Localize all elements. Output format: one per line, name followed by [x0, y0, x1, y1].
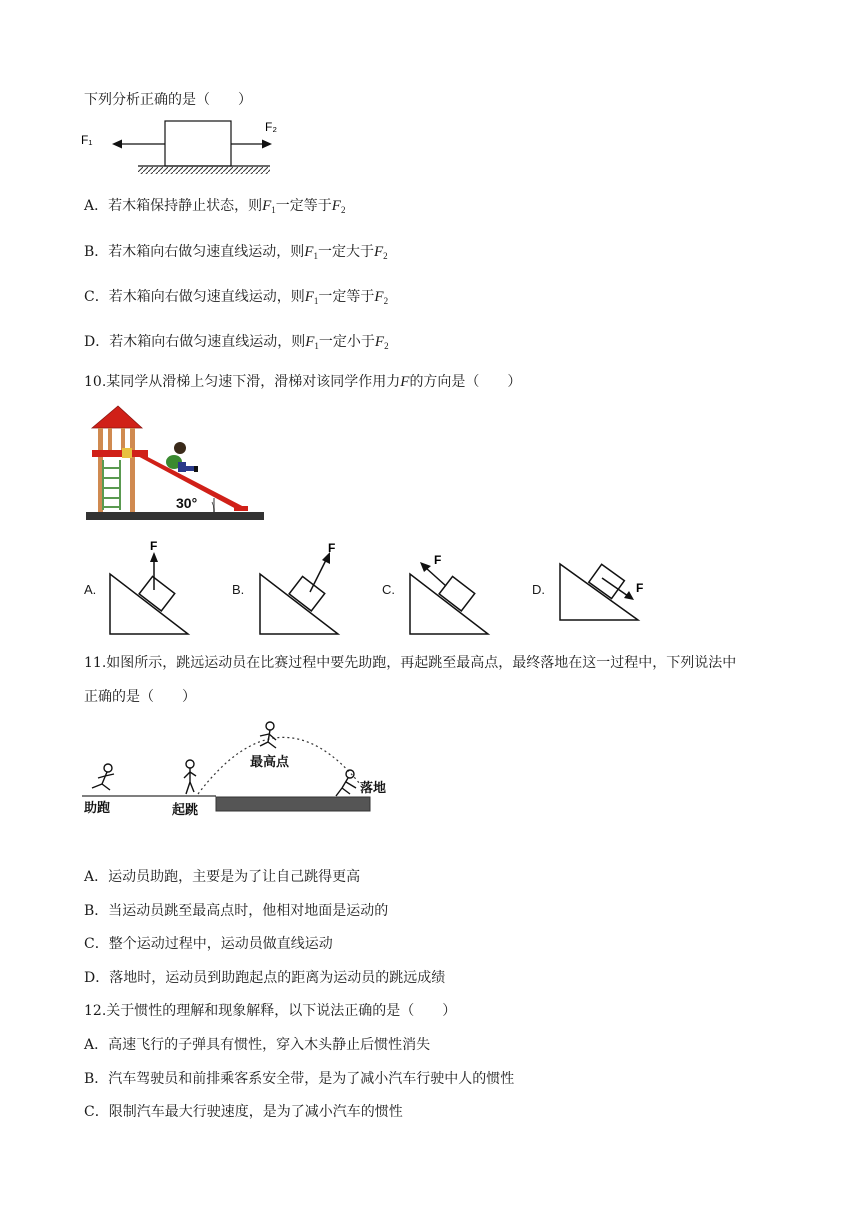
option-text: 一定小于: [318, 334, 375, 350]
q11-stem-line1: 11.如图所示，跳远运动员在比赛过程中要先助跑，再起跳至最高点，最终落地在这一过程中，下列说法中: [84, 655, 737, 671]
var-f2: $F_2$: [373, 244, 388, 261]
q10-stem: 10.某同学从滑梯上匀速下滑，滑梯对该同学作用力F的方向是（ ）: [84, 374, 522, 390]
option-letter: C．: [84, 289, 109, 305]
q11-option-b[interactable]: B．当运动员跳至最高点时，他相对地面是运动的: [84, 903, 389, 919]
q11-option-c[interactable]: C．整个运动过程中，运动员做直线运动: [84, 936, 333, 952]
q9-option-c[interactable]: [84, 288, 388, 310]
option-text: 若木箱向右做匀速直线运动，则: [108, 244, 305, 260]
q12-option-b[interactable]: B．汽车驾驶员和前排乘客系安全带，是为了减小汽车行驶中人的惯性: [84, 1071, 515, 1087]
var-f2: $F_2$: [374, 289, 389, 306]
q10-option-c-letter[interactable]: C.: [382, 582, 395, 597]
var-f1: $F_1$: [262, 198, 276, 215]
q10-option-d-letter[interactable]: D.: [532, 582, 545, 597]
f1-label: F₁: [81, 133, 93, 147]
option-letter: B．: [84, 244, 109, 260]
ground-bar: [86, 512, 264, 520]
takeoff-figure: [184, 760, 196, 794]
q12-option-c[interactable]: C．限制汽车最大行驶速度，是为了减小汽车的惯性: [84, 1104, 403, 1120]
q10-option-d-figure[interactable]: [554, 538, 654, 638]
force-label: F: [434, 553, 442, 567]
ground-hatch: [138, 167, 270, 174]
option-text: 若木箱向右做匀速直线运动，则: [109, 334, 306, 350]
q10-option-a-figure[interactable]: [104, 538, 194, 638]
option-text: 一定等于: [275, 198, 332, 214]
label-run: 助跑: [84, 800, 111, 815]
label-top: 最高点: [250, 754, 290, 769]
child-figure: [166, 442, 198, 472]
q9-option-d[interactable]: [84, 333, 389, 355]
label-land: 落地: [360, 780, 387, 795]
landing-figure: [336, 770, 356, 796]
option-text: 若木箱向右做匀速直线运动，则: [108, 289, 305, 305]
q12-option-a[interactable]: A．高速飞行的子弹具有惯性，穿入木头静止后惯性消失: [84, 1037, 431, 1053]
option-letter: D．: [84, 334, 110, 350]
q9-stem: 下列分析正确的是（ ）: [84, 92, 252, 108]
q10-option-b-letter[interactable]: B.: [232, 582, 245, 597]
force-label: F: [328, 541, 336, 555]
sand-pit: [216, 797, 370, 811]
angle-label: 30°: [176, 495, 198, 511]
q9-option-b[interactable]: [84, 243, 388, 265]
var-f2: $F_2$: [374, 334, 389, 351]
q10-option-c-figure[interactable]: [404, 538, 494, 638]
option-text: 一定大于: [317, 244, 374, 260]
long-jump-figure: [80, 716, 390, 820]
q11-stem-line2: 正确的是（ ）: [84, 689, 196, 705]
q11-option-a[interactable]: A．运动员助跑，主要是为了让自己跳得更高: [84, 869, 361, 885]
option-text: 一定等于: [318, 289, 375, 305]
option-letter: A．: [84, 198, 109, 214]
q10-option-a-letter[interactable]: A.: [84, 582, 97, 597]
slide-figure: [84, 402, 266, 526]
label-jump: 起跳: [172, 802, 199, 817]
var-f1: $F_1$: [304, 289, 319, 306]
runner-figure: [92, 764, 114, 790]
q9-box-figure: [78, 112, 288, 184]
q9-option-a[interactable]: [84, 197, 345, 219]
option-text: 若木箱保持静止状态，则: [108, 198, 263, 214]
q12-stem: 12.关于惯性的理解和现象解释，以下说法正确的是（ ）: [84, 1003, 457, 1019]
var-f2: $F_2$: [331, 198, 346, 215]
ladder: [103, 460, 120, 510]
q10-option-b-figure[interactable]: [254, 538, 344, 638]
force-label: F: [636, 581, 644, 595]
force-label: F: [150, 539, 158, 553]
box: [165, 121, 231, 166]
f2-label: F₂: [265, 120, 277, 134]
var-f1: $F_1$: [304, 244, 318, 261]
peak-figure: [260, 722, 276, 748]
q11-option-d[interactable]: D．落地时，运动员到助跑起点的距离为运动员的跳远成绩: [84, 970, 446, 986]
var-f1: $F_1$: [305, 334, 319, 351]
slide-roof: [92, 406, 142, 428]
